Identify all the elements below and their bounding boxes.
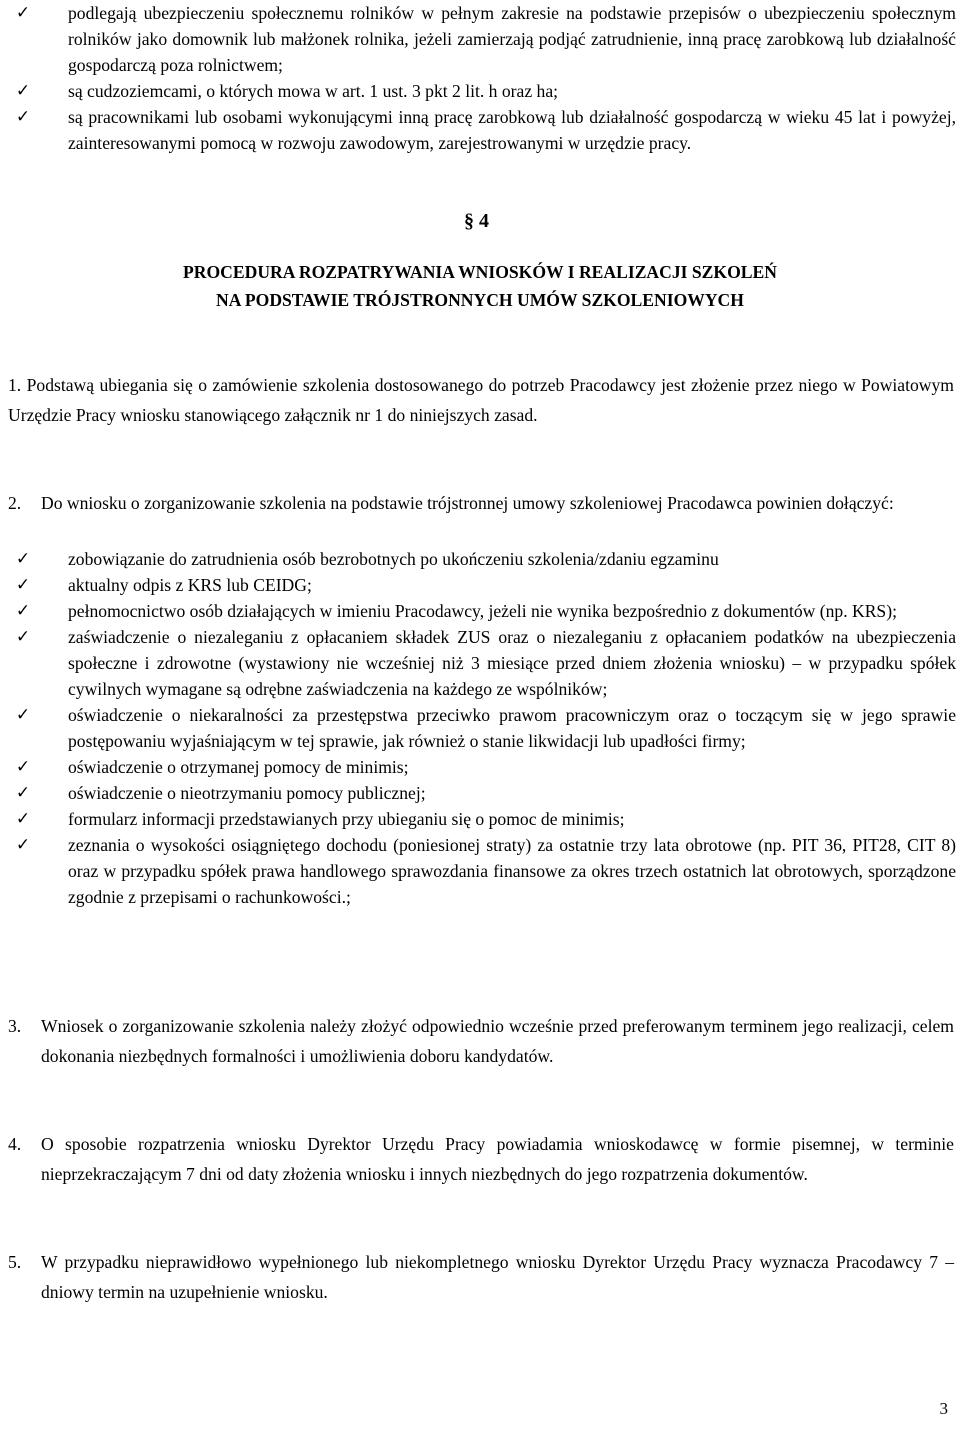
section-title bbox=[0, 258, 960, 314]
checkmark-icon: ✓ bbox=[15, 783, 31, 803]
checkmark-icon: ✓ bbox=[15, 3, 31, 23]
section-title-line: NA PODSTAWIE TRÓJSTRONNYCH UMÓW SZKOLENIOWYCH bbox=[216, 290, 744, 310]
list-item bbox=[0, 546, 960, 572]
list-item bbox=[0, 780, 960, 806]
paragraph-4 bbox=[8, 1129, 954, 1189]
list-item-text: zaświadczenie o niezaleganiu z opłacaniem składek ZUS oraz o niezaleganiu z opłacaniem podatków na ubezpieczenia społeczne i zdrowotne (wystawiony nie wcześniej niż 3 miesiące przed dniem złożenia wniosku) – w przypadku spółek cywilnych wymagane są odrębne zaświadczenia na każdego ze wspólników; bbox=[68, 627, 956, 699]
checkmark-icon: ✓ bbox=[15, 627, 31, 647]
list-item bbox=[0, 78, 960, 104]
checkmark-icon: ✓ bbox=[15, 757, 31, 777]
list-item bbox=[0, 624, 960, 702]
paragraph-number: 4. bbox=[8, 1134, 22, 1154]
paragraph-3 bbox=[8, 1011, 954, 1071]
list-item-text: pełnomocnictwo osób działających w imieniu Pracodawcy, jeżeli nie wynika bezpośrednio z dokumentów (np. KRS); bbox=[68, 601, 897, 621]
list-item bbox=[0, 104, 960, 156]
paragraph-number: 3. bbox=[8, 1016, 22, 1036]
checkmark-icon: ✓ bbox=[15, 835, 31, 855]
list-item bbox=[0, 806, 960, 832]
required-documents-list bbox=[0, 546, 960, 910]
list-item-text: oświadczenie o niekaralności za przestępstwa przeciwko prawom pracowniczym oraz o toczącym się w jego sprawie postępowaniu wyjaśniającym w tej sprawie, jak również o stanie likwidacji lub upadłości firmy; bbox=[68, 705, 956, 751]
list-item-text: aktualny odpis z KRS lub CEIDG; bbox=[68, 575, 312, 595]
checkmark-icon: ✓ bbox=[15, 549, 31, 569]
paragraph-text: O sposobie rozpatrzenia wniosku Dyrektor Urzędu Pracy powiadamia wnioskodawcę w formie pisemnej, w terminie nieprzekraczającym 7 dni od daty złożenia wniosku i innych niezbędnych do jego rozpatrzenia dokumentów. bbox=[41, 1134, 954, 1184]
paragraph-number: 2. bbox=[8, 493, 22, 513]
checkmark-icon: ✓ bbox=[15, 107, 31, 127]
list-item bbox=[0, 598, 960, 624]
checkmark-icon: ✓ bbox=[15, 81, 31, 101]
list-item-text: formularz informacji przedstawianych przy ubieganiu się o pomoc de minimis; bbox=[68, 809, 625, 829]
list-item-text: zeznania o wysokości osiągniętego dochodu (poniesionej straty) za ostatnie trzy lata obrotowe (np. PIT 36, PIT28, CIT 8) oraz w przypadku spółek prawa handlowego sprawozdania finansowe za okres trzech ostatnich lat obrotowych, sporządzone zgodnie z przepisami o rachunkowości.; bbox=[68, 835, 956, 907]
paragraph-2-intro bbox=[8, 490, 954, 516]
checkmark-icon: ✓ bbox=[15, 809, 31, 829]
paragraph-5 bbox=[8, 1247, 954, 1307]
paragraph-number: 5. bbox=[8, 1252, 22, 1272]
section-title-line: PROCEDURA ROZPATRYWANIA WNIOSKÓW I REALIZACJI SZKOLEŃ bbox=[183, 262, 777, 282]
list-item-text: oświadczenie o nieotrzymaniu pomocy publicznej; bbox=[68, 783, 426, 803]
list-item bbox=[0, 702, 960, 754]
list-item-text: są pracownikami lub osobami wykonującymi inną pracę zarobkową lub działalność gospodarczą w wieku 45 lat i powyżej, zainteresowanymi pomocą w rozwoju zawodowym, zarejestrowanymi w urzędzie pracy. bbox=[68, 107, 956, 153]
list-item bbox=[0, 754, 960, 780]
paragraph-1: 1. Podstawą ubiegania się o zamówienie szkolenia dostosowanego do potrzeb Pracodawcy jest złożenie przez niego w Powiatowym Urzędzie Pracy wniosku stanowiącego załącznik nr 1 do niniejszych zasad. bbox=[8, 375, 954, 425]
checkmark-icon: ✓ bbox=[15, 705, 31, 725]
list-item-text: zobowiązanie do zatrudnienia osób bezrobotnych po ukończeniu szkolenia/zdaniu egzaminu bbox=[68, 549, 719, 569]
list-item bbox=[0, 572, 960, 598]
paragraph-text: Wniosek o zorganizowanie szkolenia należy złożyć odpowiednio wcześnie przed preferowanym terminem jego realizacji, celem dokonania niezbędnych formalności i umożliwienia doboru kandydatów. bbox=[41, 1016, 954, 1066]
list-item-text: oświadczenie o otrzymanej pomocy de minimis; bbox=[68, 757, 409, 777]
list-item bbox=[0, 0, 960, 78]
list-item bbox=[0, 832, 960, 910]
eligibility-list bbox=[0, 0, 960, 156]
checkmark-icon: ✓ bbox=[15, 575, 31, 595]
checkmark-icon: ✓ bbox=[15, 601, 31, 621]
section-number: § 4 bbox=[464, 210, 489, 232]
page-number: 3 bbox=[939, 1399, 948, 1418]
list-item-text: podlegają ubezpieczeniu społecznemu rolników w pełnym zakresie na podstawie przepisów o ubezpieczeniu społecznym rolników jako domownik lub małżonek rolnika, jeżeli zamierzają podjąć zatrudnienie, inną pracę zarobkową lub działalność gospodarczą poza rolnictwem; bbox=[68, 3, 956, 75]
paragraph-text: Do wniosku o zorganizowanie szkolenia na podstawie trójstronnej umowy szkoleniowej Pracodawca powinien dołączyć: bbox=[41, 493, 894, 513]
paragraph-text: W przypadku nieprawidłowo wypełnionego lub niekompletnego wniosku Dyrektor Urzędu Pracy wyznacza Pracodawcy 7 – dniowy termin na uzupełnienie wniosku. bbox=[41, 1252, 954, 1302]
list-item-text: są cudzoziemcami, o których mowa w art. 1 ust. 3 pkt 2 lit. h oraz ha; bbox=[68, 81, 559, 101]
